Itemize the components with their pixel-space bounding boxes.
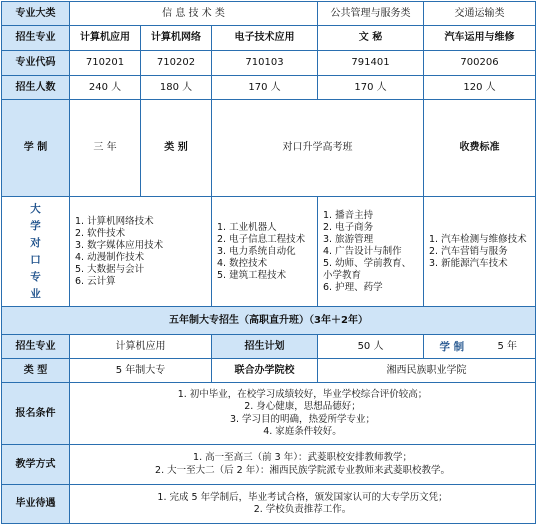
five-year-system-label: 学 制 [439,340,465,353]
category-type-value: 对口升学高考班 [212,100,424,197]
list-item: 2. 汽车营销与服务 [429,245,508,257]
count-cell: 170 人 [212,76,318,100]
list-item: 5. 大数据与会计 [75,263,145,275]
fee-label: 收费标准 [424,100,536,197]
five-year-major-value: 计算机应用 [70,335,212,359]
major-electronics: 电子技术应用 [212,26,318,51]
counts-row [2,76,536,100]
system-value: 三 年 [70,100,141,197]
five-year-major-label: 招生专业 [2,335,70,359]
method-row [2,445,536,485]
major-auto-repair: 汽车运用与维修 [424,26,536,51]
five-year-system-value: 5 年 [497,340,518,352]
list-item: 2. 电子商务 [323,221,374,233]
list-item: 5. 建筑工程技术 [217,269,287,281]
conditions-list [70,383,536,445]
university-label-char: 对 [30,236,41,249]
university-majors-electronics [212,197,318,307]
major-secretary: 文 秘 [318,26,424,51]
category-row [2,2,536,26]
list-item: 4. 家庭条件较好。 [263,426,342,437]
university-label-char: 业 [30,287,41,300]
method-label: 教学方式 [2,445,70,485]
five-year-system-cell [424,335,536,359]
category-info-tech: 信 息 技 术 类 [70,2,318,26]
list-item: 5. 幼师、学前教育、小学教育 [323,257,412,281]
university-row [2,197,536,307]
system-row [2,100,536,197]
five-year-type-row [2,359,536,383]
system-label: 学 制 [2,100,70,197]
university-label-char: 口 [30,253,41,266]
list-item: 3. 数字媒体应用技术 [75,239,164,251]
list-item: 6. 护理、药学 [323,281,383,293]
category-type-label: 类 别 [141,100,212,197]
plan-label: 招生计划 [212,335,318,359]
university-majors-it [70,197,212,307]
university-majors-service [318,197,424,307]
list-item: 4. 广告设计与制作 [323,245,402,257]
count-cell: 180 人 [141,76,212,100]
list-item: 1. 汽车检测与维修技术 [429,233,527,245]
list-item: 2. 软件技术 [75,227,126,239]
list-item: 2. 学校负责推荐工作。 [253,504,352,515]
code-cell: 710202 [141,51,212,76]
five-year-major-row [2,335,536,359]
university-label [2,197,70,307]
list-item: 1. 初中毕业，在校学习成绩较好，毕业学校综合评价较高； [177,388,428,400]
category-label: 专业大类 [2,2,70,26]
benefits-label: 毕业待遇 [2,485,70,524]
university-label-char: 学 [30,219,41,232]
conditions-row [2,383,536,445]
majors-label: 招生专业 [2,26,70,51]
counts-label: 招生人数 [2,76,70,100]
list-item: 1. 工业机器人 [217,221,277,233]
type-label: 类 型 [2,359,70,383]
list-item: 3. 新能源汽车技术 [429,257,508,269]
list-item: 2. 身心健康，思想品德好； [244,401,361,412]
plan-value: 50 人 [318,335,424,359]
list-item: 2. 电子信息工程技术 [217,233,306,245]
university-label-char: 专 [30,270,41,283]
list-item: 4. 动漫制作技术 [75,251,145,263]
five-year-banner-row [2,307,536,335]
code-cell: 710103 [212,51,318,76]
code-cell: 710201 [70,51,141,76]
benefits-row [2,485,536,524]
university-majors-auto [424,197,536,307]
five-year-title: 五年制大专招生（高职直升班）（3年＋2年） [2,307,536,335]
list-item: 3. 学习目的明确，热爱所学专业； [229,413,376,425]
majors-row [2,26,536,51]
list-item: 1. 完成 5 年学制后，毕业考试合格，颁发国家认可的大专学历文凭； [157,491,448,503]
major-computer-network: 计算机网络 [141,26,212,51]
codes-label: 专业代码 [2,51,70,76]
code-cell: 700206 [424,51,536,76]
major-computer-application: 计算机应用 [70,26,141,51]
list-item: 6. 云计算 [75,275,116,287]
list-item: 2. 大一至大二（后 2 年）：湘西民族学院派专业教师来武菱职校教学。 [155,464,450,476]
list-item: 1. 高一至高三（前 3 年）：武菱职校安排教师教学； [193,452,412,463]
list-item: 4. 数控技术 [217,257,268,269]
admissions-table [1,1,536,524]
university-label-char: 大 [30,202,41,215]
list-item: 3. 电力系统自动化 [217,245,296,257]
joint-label: 联合办学院校 [212,359,318,383]
codes-row [2,51,536,76]
category-public-service: 公共管理与服务类 [318,2,424,26]
list-item: 1. 计算机网络技术 [75,215,154,227]
count-cell: 170 人 [318,76,424,100]
count-cell: 120 人 [424,76,536,100]
count-cell: 240 人 [70,76,141,100]
method-list [70,445,536,485]
code-cell: 791401 [318,51,424,76]
benefits-list [70,485,536,524]
list-item: 1. 播音主持 [323,209,374,221]
joint-value: 湘西民族职业学院 [318,359,536,383]
type-value: 5 年制大专 [70,359,212,383]
list-item: 3. 旅游管理 [323,233,374,245]
conditions-label: 报名条件 [2,383,70,445]
category-transport: 交通运输类 [424,2,536,26]
